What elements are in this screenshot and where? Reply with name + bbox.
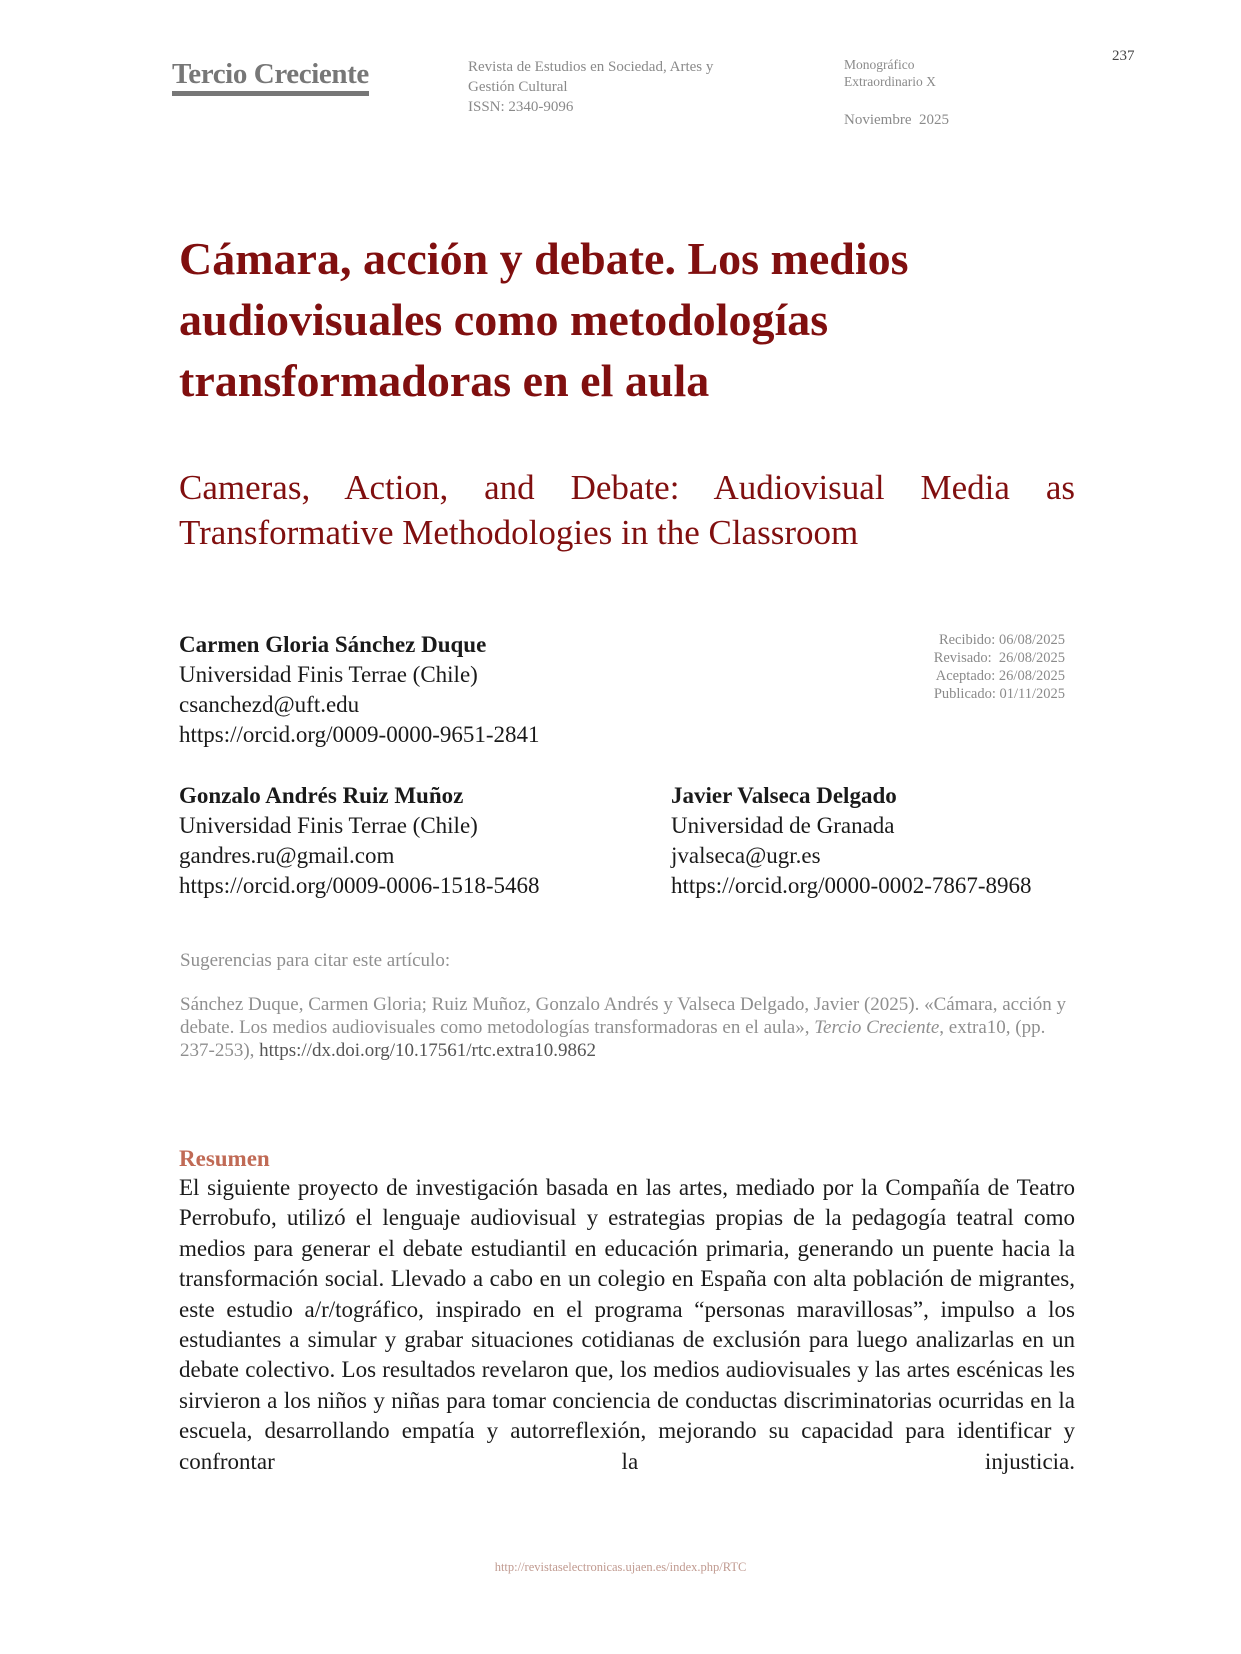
citation-heading: Sugerencias para citar este artículo: [180,950,451,971]
author-block [671,781,1032,901]
author-email[interactable]: jvalseca@ugr.es [671,843,821,868]
author-name: Javier Valseca Delgado [671,783,897,808]
author-affiliation: Universidad Finis Terrae (Chile) [179,813,478,838]
author-affiliation: Universidad de Granada [671,813,895,838]
author-orcid[interactable]: https://orcid.org/0009-0006-1518-5468 [179,873,540,898]
author-orcid[interactable]: https://orcid.org/0000-0002-7867-8968 [671,873,1032,898]
article-title-english: Cameras, Action, and Debate: Audiovisual Media as Transformative Methodologies in the Classroom [179,468,1075,552]
date-revised: Revisado: 26/08/2025 [933,650,1065,666]
date-published: Publicado: 01/11/2025 [933,686,1065,702]
date-received: Recibido: 06/08/2025 [938,632,1065,648]
author-name: Carmen Gloria Sánchez Duque [179,632,487,657]
journal-subtitle-line2: Gestión Cultural [468,79,568,95]
monograph-info [844,56,936,90]
author-block [179,781,540,901]
author-name: Gonzalo Andrés Ruiz Muñoz [179,783,464,808]
journal-subtitle-line1: Revista de Estudios en Sociedad, Artes y [468,59,714,75]
issue-date: Noviembre 2025 [844,112,949,128]
page-number: 237 [1112,48,1135,64]
author-orcid[interactable]: https://orcid.org/0009-0000-9651-2841 [179,722,540,747]
monograph-line1: Monográfico [844,57,915,72]
author-block [179,630,540,750]
monograph-line2: Extraordinario X [844,74,936,89]
date-accepted: Aceptado: 26/08/2025 [935,668,1065,684]
journal-issn: ISSN: 2340-9096 [468,99,574,115]
article-title-spanish: Cámara, acción y debate. Los medios audiovisuales como metodologías transformadoras en el aula [179,233,909,406]
author-email[interactable]: csanchezd@uft.edu [179,692,360,717]
journal-logo: Tercio Creciente [172,58,369,96]
author-email[interactable]: gandres.ru@gmail.com [179,843,395,868]
citation-reference: Sánchez Duque, Carmen Gloria; Ruiz Muñoz, Gonzalo Andrés y Valseca Delgado, Javier (2025). «Cámara, acción y debate. Los medios audiovisuales como metodologías transformadoras en el aula», [180,994,1067,1038]
abstract-heading: Resumen [179,1146,270,1171]
author-affiliation: Universidad Finis Terrae (Chile) [179,662,478,687]
citation-pages: , extra10, (pp. 237-253), [180,1017,1046,1061]
footer-url[interactable]: http://revistaselectronicas.ujaen.es/index.php/RTC [494,1560,747,1574]
citation-journal: Tercio Creciente [814,1017,940,1038]
abstract-body: El siguiente proyecto de investigación basada en las artes, mediado por la Compañía de Teatro Perrobufo, utilizó el lenguaje audiovisual y estrategias propias de la pedagogía teatral como medios para generar el debate estudiantil en educación primaria, generando un puente hacia la transformación social. Llevado a cabo en un colegio en España con alta población de migrantes, este estudio a/r/tográfico, inspirado en el programa “personas maravillosas”, impulso a los estudiantes a simular y grabar situaciones cotidianas de exclusión para luego analizarlas en un debate colectivo. Los resultados revelaron que, los medios audiovisuales y las artes escénicas les sirvieron a los niños y niñas para tomar conciencia de conductas discriminatorias ocurridas en la escuela, desarrollando empatía y autorreflexión, mejorando su capacidad para identificar y confrontar la injusticia. [179,1175,1075,1474]
citation-doi-link[interactable]: https://dx.doi.org/10.17561/rtc.extra10.9862 [259,1040,597,1061]
journal-info [468,57,713,117]
citation-text [180,993,1076,1062]
submission-dates [934,631,1065,703]
